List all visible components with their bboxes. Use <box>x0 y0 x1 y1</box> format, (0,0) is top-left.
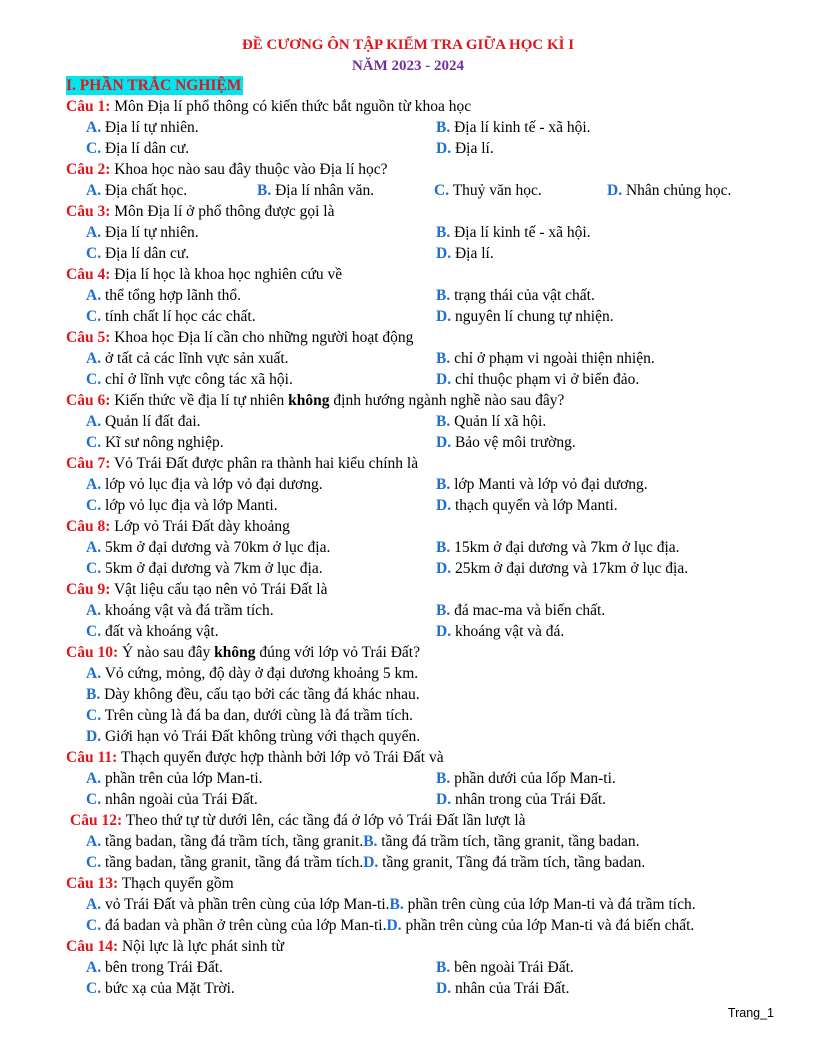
question-number: Câu 3: <box>66 203 111 220</box>
option-text: 5km ở đại dương và 70km ở lục địa. <box>104 539 331 556</box>
question-stem <box>66 201 786 222</box>
question-text: Theo thứ tự từ dưới lên, các tầng đá ở lớp vỏ Trái Đất lần lượt là <box>125 812 526 829</box>
option-text: vỏ Trái Đất và phần trên cùng của lớp Man-ti. <box>104 896 390 913</box>
option-row <box>66 663 786 684</box>
option-row <box>66 894 786 915</box>
question-text: Vỏ Trái Đất được phân ra thành hai kiểu chính là <box>113 455 419 472</box>
answer-option <box>386 915 694 936</box>
option-text: 5km ở đại dương và 7km ở lục địa. <box>104 560 323 577</box>
question-stem <box>66 936 786 957</box>
answer-option <box>436 348 786 369</box>
option-letter: D. <box>607 182 623 199</box>
option-row <box>66 411 786 432</box>
question-number: Câu 4: <box>66 266 111 283</box>
option-row <box>66 117 786 138</box>
answer-option <box>363 831 639 852</box>
option-letter: D. <box>436 560 452 577</box>
option-letter: C. <box>86 371 102 388</box>
answer-option <box>436 474 786 495</box>
option-text: Địa lí kinh tế - xã hội. <box>454 224 591 241</box>
option-letter: A. <box>86 959 102 976</box>
option-text: khoáng vật và đá. <box>454 623 565 640</box>
answer-option <box>436 600 786 621</box>
answer-option <box>436 978 786 999</box>
answer-option <box>86 495 436 516</box>
option-letter: B. <box>436 224 451 241</box>
answer-option <box>436 285 786 306</box>
option-text: Dày không đều, cấu tạo bởi các tầng đá khác nhau. <box>104 686 420 703</box>
option-row <box>66 915 786 936</box>
answer-option <box>436 243 786 264</box>
question-stem <box>66 747 786 768</box>
option-text: 15km ở đại dương và 7km ở lục địa. <box>454 539 680 556</box>
question-text: Vật liệu cấu tạo nên vỏ Trái Đất là <box>113 581 328 598</box>
option-text: Nhân chủng học. <box>625 182 732 199</box>
answer-option <box>436 537 786 558</box>
answer-option <box>86 138 436 159</box>
option-letter: B. <box>436 413 451 430</box>
option-row <box>66 726 786 747</box>
section-heading: I. PHẦN TRẮC NGHIỆM <box>66 77 242 94</box>
option-letter: B. <box>436 770 451 787</box>
option-text: phần trên của lớp Man-ti. <box>104 770 263 787</box>
answer-option <box>436 117 786 138</box>
answer-option <box>86 957 436 978</box>
question-number: Câu 8: <box>66 518 111 535</box>
option-row <box>66 621 786 642</box>
question-number: Câu 14: <box>66 938 119 955</box>
option-text: Địa lí tự nhiên. <box>104 119 199 136</box>
question-number: Câu 9: <box>66 581 111 598</box>
question-stem <box>66 159 786 180</box>
option-text: bức xạ của Mặt Trời. <box>104 980 235 997</box>
question-number: Câu 13: <box>66 875 119 892</box>
question-stem <box>66 516 786 537</box>
option-text: Bảo vệ môi trường. <box>454 434 576 451</box>
option-row <box>66 495 786 516</box>
question-stem <box>66 96 786 117</box>
option-text: Địa lí tự nhiên. <box>104 224 199 241</box>
question-number: Câu 10: <box>66 644 119 661</box>
option-letter: B. <box>436 959 451 976</box>
option-letter: C. <box>86 434 102 451</box>
answer-option <box>86 306 436 327</box>
option-letter: B. <box>257 182 272 199</box>
option-letter: A. <box>86 896 102 913</box>
option-row <box>66 432 786 453</box>
answer-option <box>390 894 696 915</box>
question-number: Câu 5: <box>66 329 111 346</box>
option-text: lớp Manti và lớp vỏ đại dương. <box>454 476 648 493</box>
question-text: Môn Địa lí phổ thông có kiến thức bắt nguồn từ khoa học <box>114 98 472 115</box>
question-text: Lớp vỏ Trái Đất dày khoảng <box>114 518 290 535</box>
option-text: bên trong Trái Đất. <box>104 959 223 976</box>
answer-option <box>86 915 386 936</box>
answer-option <box>436 138 786 159</box>
option-row <box>66 789 786 810</box>
option-letter: B. <box>436 119 451 136</box>
option-text: thạch quyển và lớp Manti. <box>454 497 618 514</box>
option-letter: B. <box>436 476 451 493</box>
option-text: bên ngoài Trái Đất. <box>454 959 574 976</box>
option-letter: C. <box>86 308 102 325</box>
option-text: phần dưới của lốp Man-ti. <box>454 770 616 787</box>
answer-option <box>86 537 436 558</box>
option-letter: A. <box>86 119 102 136</box>
answer-option <box>86 831 363 852</box>
option-text: Địa lí kinh tế - xã hội. <box>454 119 591 136</box>
option-row <box>66 831 786 852</box>
option-letter: D. <box>436 980 452 997</box>
answer-option <box>86 852 363 873</box>
option-letter: C. <box>86 497 102 514</box>
option-letter: A. <box>86 770 102 787</box>
option-text: Trên cùng là đá ba dan, dưới cùng là đá trầm tích. <box>104 707 413 724</box>
option-letter: D. <box>436 623 452 640</box>
question-text: Ý nào sau đây <box>121 644 215 661</box>
option-letter: C. <box>86 980 102 997</box>
option-letter: C. <box>434 182 450 199</box>
option-text: nhân ngoài của Trái Đất. <box>104 791 258 808</box>
answer-option <box>436 369 786 390</box>
option-letter: A. <box>86 413 102 430</box>
question-number: Câu 6: <box>66 392 111 409</box>
question-emphasis: không <box>214 644 256 661</box>
option-letter: C. <box>86 854 102 871</box>
option-row <box>66 348 786 369</box>
option-letter: D. <box>436 371 452 388</box>
option-letter: B. <box>389 896 404 913</box>
answer-option <box>86 684 786 705</box>
option-text: Kĩ sư nông nghiệp. <box>104 434 224 451</box>
document-title: ĐỀ CƯƠNG ÔN TẬP KIỂM TRA GIỮA HỌC KÌ I <box>241 37 575 53</box>
question-stem <box>66 327 786 348</box>
option-text: phần trên cùng của lớp Man-ti và đá trầm tích. <box>407 896 696 913</box>
answer-option <box>86 705 786 726</box>
option-letter: D. <box>436 140 452 157</box>
option-row <box>66 138 786 159</box>
option-letter: A. <box>86 182 102 199</box>
option-text: Giới hạn vỏ Trái Đất không trùng với thạch quyển. <box>104 728 421 745</box>
question-text: Nội lực là lực phát sinh từ <box>121 938 285 955</box>
question-number: Câu 12: <box>70 812 123 829</box>
option-row <box>66 600 786 621</box>
option-letter: A. <box>86 224 102 241</box>
option-text: chỉ ở lĩnh vực công tác xã hội. <box>104 371 293 388</box>
option-letter: A. <box>86 833 102 850</box>
option-letter: D. <box>386 917 402 934</box>
option-letter: B. <box>436 350 451 367</box>
option-row <box>66 768 786 789</box>
question-stem <box>66 390 786 411</box>
option-letter: C. <box>86 707 102 724</box>
question-stem <box>66 810 786 831</box>
question-text: đúng với lớp vỏ Trái Đất? <box>255 644 420 661</box>
answer-option <box>86 894 390 915</box>
option-text: tầng badan, tầng granit, tầng đá trầm tích. <box>104 854 364 871</box>
document-year: NĂM 2023 - 2024 <box>351 58 465 74</box>
option-text: Vỏ cứng, mỏng, độ dày ở đại dương khoảng 5 km. <box>104 665 419 682</box>
option-letter: B. <box>363 833 378 850</box>
answer-option <box>86 768 436 789</box>
question-text: Thạch quyển được hợp thành bởi lớp vỏ Trái Đất và <box>120 749 444 766</box>
option-letter: D. <box>436 308 452 325</box>
answer-option <box>363 852 645 873</box>
option-text: tính chất lí học các chất. <box>104 308 256 325</box>
option-text: nguyên lí chung tự nhiện. <box>454 308 614 325</box>
option-row <box>66 369 786 390</box>
answer-option <box>86 978 436 999</box>
option-text: Thuỷ văn học. <box>452 182 542 199</box>
option-text: tầng granit, Tầng đá trầm tích, tầng badan. <box>382 854 646 871</box>
option-letter: C. <box>86 917 102 934</box>
option-letter: D. <box>363 854 379 871</box>
question-text: Thạch quyển gồm <box>121 875 234 892</box>
question-stem <box>66 453 786 474</box>
option-text: 25km ở đại dương và 17km ở lục địa. <box>454 560 689 577</box>
option-letter: A. <box>86 350 102 367</box>
option-row <box>66 222 786 243</box>
question-text: Kiến thức về địa lí tự nhiên <box>114 392 289 409</box>
answer-option <box>86 726 786 747</box>
answer-option <box>86 474 436 495</box>
option-text: lớp vỏ lục địa và lớp Manti. <box>104 497 278 514</box>
option-text: đất và khoáng vật. <box>104 623 219 640</box>
option-row <box>66 705 786 726</box>
question-text: Khoa học nào sau đây thuộc vào Địa lí học? <box>114 161 388 178</box>
option-text: lớp vỏ lục địa và lớp vỏ đại dương. <box>104 476 323 493</box>
question-number: Câu 1: <box>66 98 111 115</box>
option-text: trạng thái của vật chất. <box>454 287 595 304</box>
option-letter: A. <box>86 476 102 493</box>
option-text: khoáng vật và đá trầm tích. <box>104 602 274 619</box>
question-emphasis: không <box>288 392 330 409</box>
option-letter: C. <box>86 245 102 262</box>
option-row <box>66 957 786 978</box>
question-stem <box>66 579 786 600</box>
option-letter: B. <box>436 602 451 619</box>
option-letter: C. <box>86 791 102 808</box>
answer-option <box>86 285 436 306</box>
option-row <box>66 243 786 264</box>
option-letter: C. <box>86 623 102 640</box>
option-text: Địa lí nhân văn. <box>275 182 375 199</box>
option-row <box>66 978 786 999</box>
option-text: thể tổng hợp lãnh thổ. <box>104 287 242 304</box>
answer-option <box>86 411 436 432</box>
question-text: Địa lí học là khoa học nghiên cứu về <box>114 266 343 283</box>
answer-option <box>436 789 786 810</box>
option-text: Địa lí dân cư. <box>104 140 190 157</box>
answer-option <box>436 432 786 453</box>
option-letter: B. <box>436 287 451 304</box>
option-row <box>66 852 786 873</box>
answer-option <box>436 411 786 432</box>
option-row <box>66 306 786 327</box>
question-number: Câu 2: <box>66 161 111 178</box>
option-text: tầng đá trầm tích, tầng granit, tầng badan. <box>381 833 640 850</box>
option-text: nhân của Trái Đất. <box>454 980 570 997</box>
option-text: Địa lí. <box>454 140 494 157</box>
option-row <box>66 474 786 495</box>
option-letter: D. <box>436 791 452 808</box>
question-number: Câu 11: <box>66 749 118 766</box>
answer-option <box>86 222 436 243</box>
question-number: Câu 7: <box>66 455 111 472</box>
answer-option <box>436 768 786 789</box>
option-text: Quản lí đất đai. <box>104 413 201 430</box>
answer-option <box>86 663 786 684</box>
question-stem <box>66 264 786 285</box>
option-row <box>66 558 786 579</box>
answer-option <box>434 180 607 201</box>
question-text: định hướng ngành nghề nào sau đây? <box>329 392 565 409</box>
answer-option <box>86 243 436 264</box>
option-letter: D. <box>436 497 452 514</box>
answer-option <box>86 117 436 138</box>
option-text: chỉ thuộc phạm vi ở biển đảo. <box>454 371 640 388</box>
answer-option <box>86 789 436 810</box>
option-letter: D. <box>86 728 102 745</box>
answer-option <box>436 558 786 579</box>
option-row <box>66 285 786 306</box>
option-letter: C. <box>86 140 102 157</box>
answer-option <box>86 558 436 579</box>
option-letter: A. <box>86 602 102 619</box>
question-list <box>66 96 786 999</box>
option-text: Địa lí. <box>454 245 494 262</box>
option-text: phần trên cùng của lớp Man-ti và đá biến chất. <box>405 917 695 934</box>
option-letter: A. <box>86 665 102 682</box>
answer-option <box>436 957 786 978</box>
option-text: Địa lí dân cư. <box>104 245 190 262</box>
option-text: chỉ ở phạm vi ngoài thiện nhiện. <box>454 350 655 367</box>
option-letter: A. <box>86 539 102 556</box>
option-row <box>66 684 786 705</box>
option-text: đá badan và phần ở trên cùng của lớp Man-ti. <box>104 917 387 934</box>
option-letter: A. <box>86 287 102 304</box>
page-number: Trang_1 <box>727 1006 774 1020</box>
answer-option <box>257 180 434 201</box>
answer-option <box>607 180 786 201</box>
question-text: Khoa học Địa lí cần cho những người hoạt động <box>114 329 414 346</box>
answer-option <box>86 348 436 369</box>
option-text: tầng badan, tầng đá trầm tích, tầng granit. <box>104 833 364 850</box>
answer-option <box>86 432 436 453</box>
option-text: Địa chất học. <box>104 182 188 199</box>
option-letter: C. <box>86 560 102 577</box>
answer-option <box>436 306 786 327</box>
option-letter: B. <box>86 686 101 703</box>
option-text: nhân trong của Trái Đất. <box>454 791 607 808</box>
option-letter: B. <box>436 539 451 556</box>
answer-option <box>86 600 436 621</box>
option-text: đá mac-ma và biến chất. <box>454 602 606 619</box>
option-row <box>66 537 786 558</box>
answer-option <box>86 180 257 201</box>
option-letter: D. <box>436 245 452 262</box>
question-stem <box>66 642 786 663</box>
question-stem <box>66 873 786 894</box>
option-text: Quản lí xã hội. <box>454 413 547 430</box>
option-letter: D. <box>436 434 452 451</box>
question-text: Môn Địa lí ở phổ thông được gọi là <box>114 203 335 220</box>
answer-option <box>86 369 436 390</box>
answer-option <box>436 621 786 642</box>
answer-option <box>436 495 786 516</box>
option-row <box>66 180 786 201</box>
answer-option <box>436 222 786 243</box>
option-text: ở tất cả các lĩnh vực sản xuất. <box>104 350 289 367</box>
answer-option <box>86 621 436 642</box>
